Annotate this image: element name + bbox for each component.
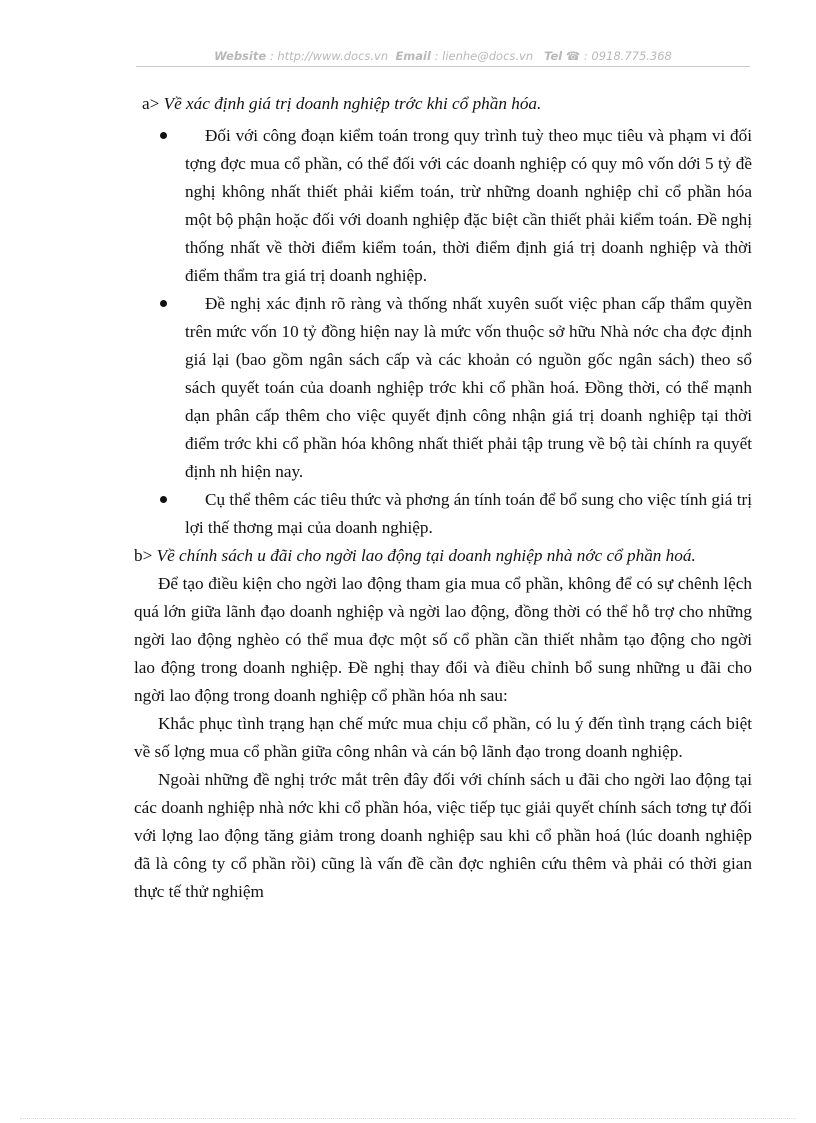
website-label: Website [214, 49, 267, 63]
section-a-bullet-list [134, 122, 752, 542]
website-url[interactable]: : http://www.docs.vn [269, 49, 389, 63]
body-paragraph: Khắc phục tình trạng hạn chế mức mua chịu cổ phần, có lu ý đến tình trạng cách biệt về số lợng mua cổ phần giữa công nhân và cán bộ lãnh đạo trong doanh nghiệp. [134, 714, 752, 761]
bullet-icon [160, 300, 167, 307]
section-b-heading [134, 542, 752, 570]
bullet-item [134, 486, 752, 542]
bullet-icon [160, 496, 167, 503]
bullet-item [134, 122, 752, 290]
bullet-text: Đề nghị xác định rõ ràng và thống nhất xuyên suốt việc phan cấp thẩm quyền trên mức vốn 10 tỷ đồng hiện nay là mức vốn thuộc sở hữu Nhà nớc cha đợc định giá lại (bao gồm ngân sách cấp và các khoản có nguồn gốc ngân sách) theo sổ sách quyết toán của doanh nghiệp trớc khi cổ phần hoá. Đồng thời, có thể mạnh dạn phân cấp thêm cho việc quyết định công nhận giá trị doanh nghiệp tại thời điểm trớc khi cổ phần hóa không nhất thiết phải tập trung về bộ tài chính ra quyết định nh hiện nay. [185, 294, 752, 481]
header-divider [136, 66, 750, 67]
section-a-title: Về xác định giá trị doanh nghiệp trớc khi cổ phần hóa. [159, 94, 542, 113]
email-label: Email [395, 49, 431, 63]
section-b-label: b> [134, 546, 153, 565]
document-body [134, 90, 752, 906]
bullet-item [134, 290, 752, 486]
bullet-text: Cụ thể thêm các tiêu thức và phơng án tính toán để bổ sung cho việc tính giá trị lợi thế thơng mại của doanh nghiệp. [185, 490, 752, 537]
section-a-label: a> [142, 94, 160, 113]
footer-divider [20, 1118, 796, 1119]
bullet-icon [160, 132, 167, 139]
body-paragraph: Ngoài những đề nghị trớc mắt trên đây đối với chính sách u đãi cho ngời lao động tại các doanh nghiệp nhà nớc khi cổ phần hóa, việc tiếp tục giải quyết chính sách tơng tự đối với lợng lao động tăng giảm trong doanh nghiệp sau khi cổ phần hoá (lúc doanh nghiệp đã là công ty cổ phần rồi) cũng là vấn đề cần đợc nghiên cứu thêm và phải có thời gian thực tế thử nghiệm [134, 770, 752, 901]
page-header [136, 48, 750, 64]
bullet-text: Đối với công đoạn kiểm toán trong quy trình tuỳ theo mục tiêu và phạm vi đối tợng đợc mua cổ phần, có thể đối với các doanh nghiệp có quy mô vốn dới 5 tỷ đề nghị không nhất thiết phải kiểm toán, trừ những doanh nghiệp chỉ cổ phần hóa một bộ phận hoặc đối với doanh nghiệp đặc biệt cần thiết phải kiểm toán. Đề nghị thống nhất về thời điểm kiểm toán, thời điểm định giá trị doanh nghiệp và thời điểm thẩm tra giá trị doanh nghiệp. [185, 126, 752, 285]
section-a-heading [134, 90, 752, 118]
body-paragraph: Để tạo điều kiện cho ngời lao động tham gia mua cổ phần, không để có sự chênh lệch quá lớn giữa lãnh đạo doanh nghiệp và ngời lao động, đồng thời có thể hỗ trợ cho những ngời lao động nghèo có thể mua đợc một số cổ phần cần thiết nhằm tạo động cho ngời lao động trong doanh nghiệp. Đề nghị thay đổi và điều chỉnh bổ sung những u đãi cho ngời lao động trong doanh nghiệp cổ phần hóa nh sau: [134, 574, 752, 705]
tel-label: Tel [544, 49, 563, 63]
tel-number: ☎ : 0918.775.368 [565, 49, 672, 63]
email-address[interactable]: : lienhe@docs.vn [434, 49, 534, 63]
section-b-title: Về chính sách u đãi cho ngời lao động tại doanh nghiệp nhà nớc cổ phần hoá. [152, 546, 696, 565]
